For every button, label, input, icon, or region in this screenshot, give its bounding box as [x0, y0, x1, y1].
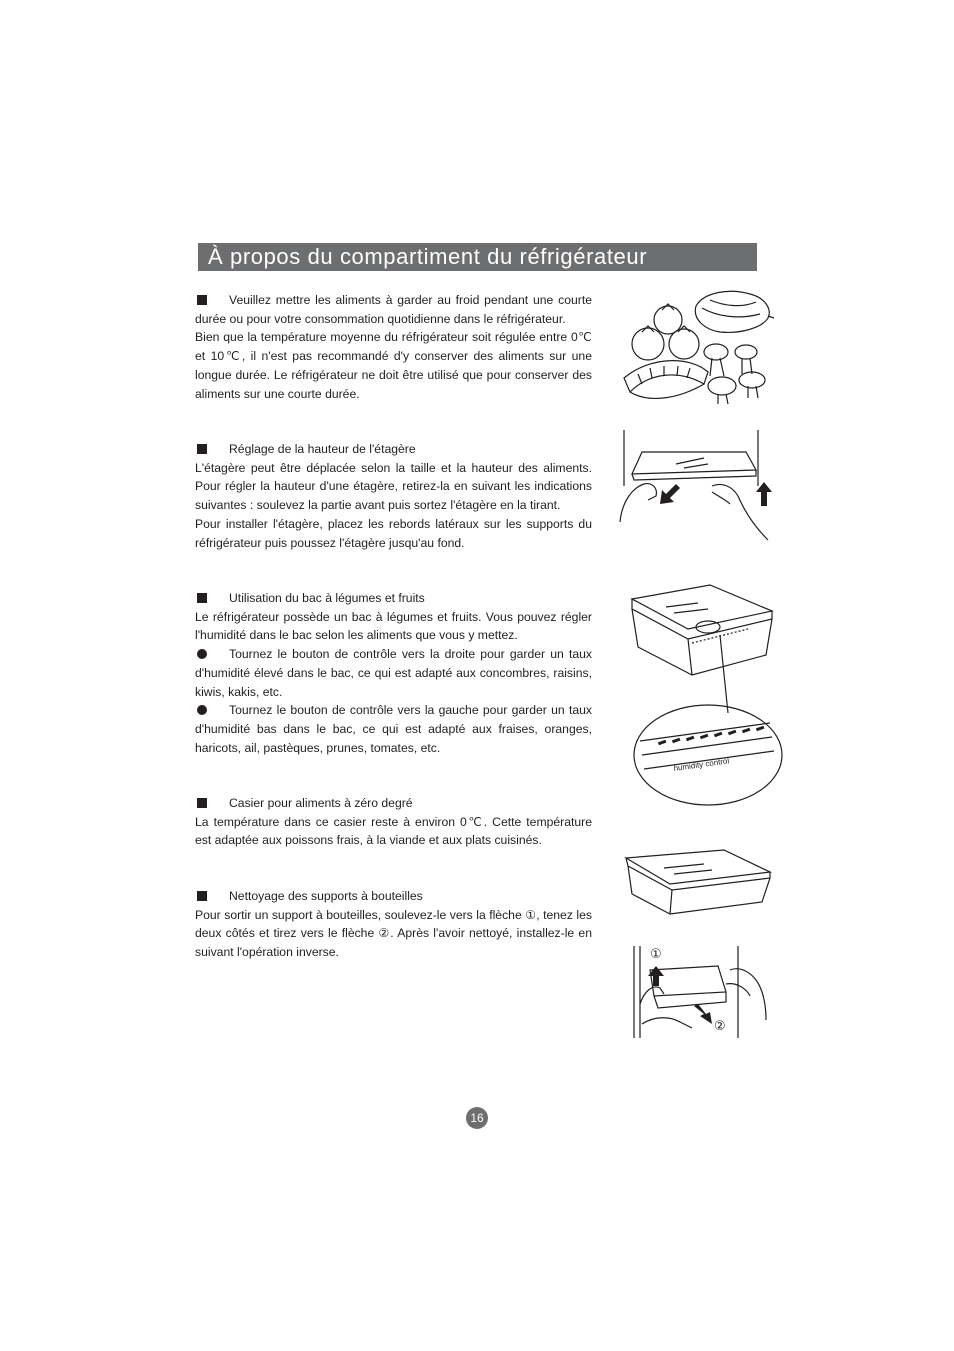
- zero-degree-drawer-illustration-icon: [624, 848, 772, 918]
- title-bar: [198, 243, 757, 271]
- section-shelf: [195, 440, 592, 552]
- bullet-item: [195, 645, 592, 701]
- heading-text: Réglage de la hauteur de l'étagère: [229, 442, 416, 456]
- paragraph: [195, 291, 592, 328]
- crisper-illustration-icon: [628, 583, 786, 809]
- bottle-rack-illustration-icon: [630, 944, 770, 1040]
- square-bullet-icon: [197, 891, 207, 901]
- crisper-label: humidity control: [673, 756, 730, 773]
- heading-text: Utilisation du bac à légumes et fruits: [229, 591, 425, 605]
- page-number: 16: [466, 1107, 488, 1129]
- paragraph: Pour sortir un support à bouteilles, soulevez-le vers la flèche ①, tenez les deux côtés et tirez vers le flèche ②. Après l'avoir nettoyé, installez-le en suivant l'opération inverse.: [195, 907, 592, 960]
- round-bullet-icon: [197, 649, 207, 659]
- square-bullet-icon: [197, 295, 207, 305]
- paragraph: Le réfrigérateur possède un bac à légumes et fruits. Vous pouvez régler l'humidité dans le bac selon les aliments que vous y mettez.: [195, 609, 592, 643]
- bullet-text: Tournez le bouton de contrôle vers la droite pour garder un taux d'humidité élevé dans le bac, ce qui est adapté aux concombres, raisins, kiwis, kakis, etc.: [195, 647, 592, 699]
- paragraph: L'étagère peut être déplacée selon la taille et la hauteur des aliments. Pour régler la hauteur d'une étagère, retirez-la en suivant les indications suivantes : soulevez la partie avant puis sortez l'étagère en la tirant.: [195, 460, 592, 513]
- paragraph: Pour installer l'étagère, placez les rebords latéraux sur les supports du réfrigérateur puis poussez l'étagère jusqu'au fond.: [195, 516, 592, 550]
- round-bullet-icon: [197, 705, 207, 715]
- marker-one: ①: [650, 947, 662, 962]
- bullet-item: [195, 701, 592, 757]
- section-zero-degree: [195, 794, 592, 850]
- heading-text: Casier pour aliments à zéro degré: [229, 796, 413, 810]
- paragraph-text: Veuillez mettre les aliments à garder au froid pendant une courte durée ou pour votre consommation quotidienne dans le réfrigérateur.: [195, 293, 592, 326]
- bullet-text: Tournez le bouton de contrôle vers la gauche pour garder un taux d'humidité bas dans le bac, ce qui est adapté aux fraises, oranges, haricots, ail, pastèques, prunes, tomates, etc.: [195, 703, 592, 755]
- section-heading: [195, 589, 592, 608]
- section-heading: [195, 794, 592, 813]
- section-heading: [195, 887, 592, 906]
- square-bullet-icon: [197, 444, 207, 454]
- food-illustration-icon: [620, 286, 776, 408]
- shelf-illustration-icon: [618, 430, 778, 546]
- square-bullet-icon: [197, 593, 207, 603]
- section-bottle-rack: [195, 887, 592, 962]
- marker-two: ②: [714, 1019, 726, 1034]
- paragraph: La température dans ce casier reste à environ 0℃. Cette température est adaptée aux poissons frais, à la viande et aux plats cuisinés.: [195, 814, 592, 848]
- page-title: À propos du compartiment du réfrigérateur: [208, 244, 648, 269]
- section-heading: [195, 440, 592, 459]
- square-bullet-icon: [197, 798, 207, 808]
- paragraph: Bien que la température moyenne du réfrigérateur soit régulée entre 0℃ et 10℃, il n'est pas recommandé d'y conserver des aliments sur une longue durée. Le réfrigérateur ne doit être utilisé que pour conserver des aliments sur une courte durée.: [195, 330, 592, 401]
- section-crisper: [195, 589, 592, 757]
- section-intro: [195, 291, 592, 403]
- heading-text: Nettoyage des supports à bouteilles: [229, 889, 423, 903]
